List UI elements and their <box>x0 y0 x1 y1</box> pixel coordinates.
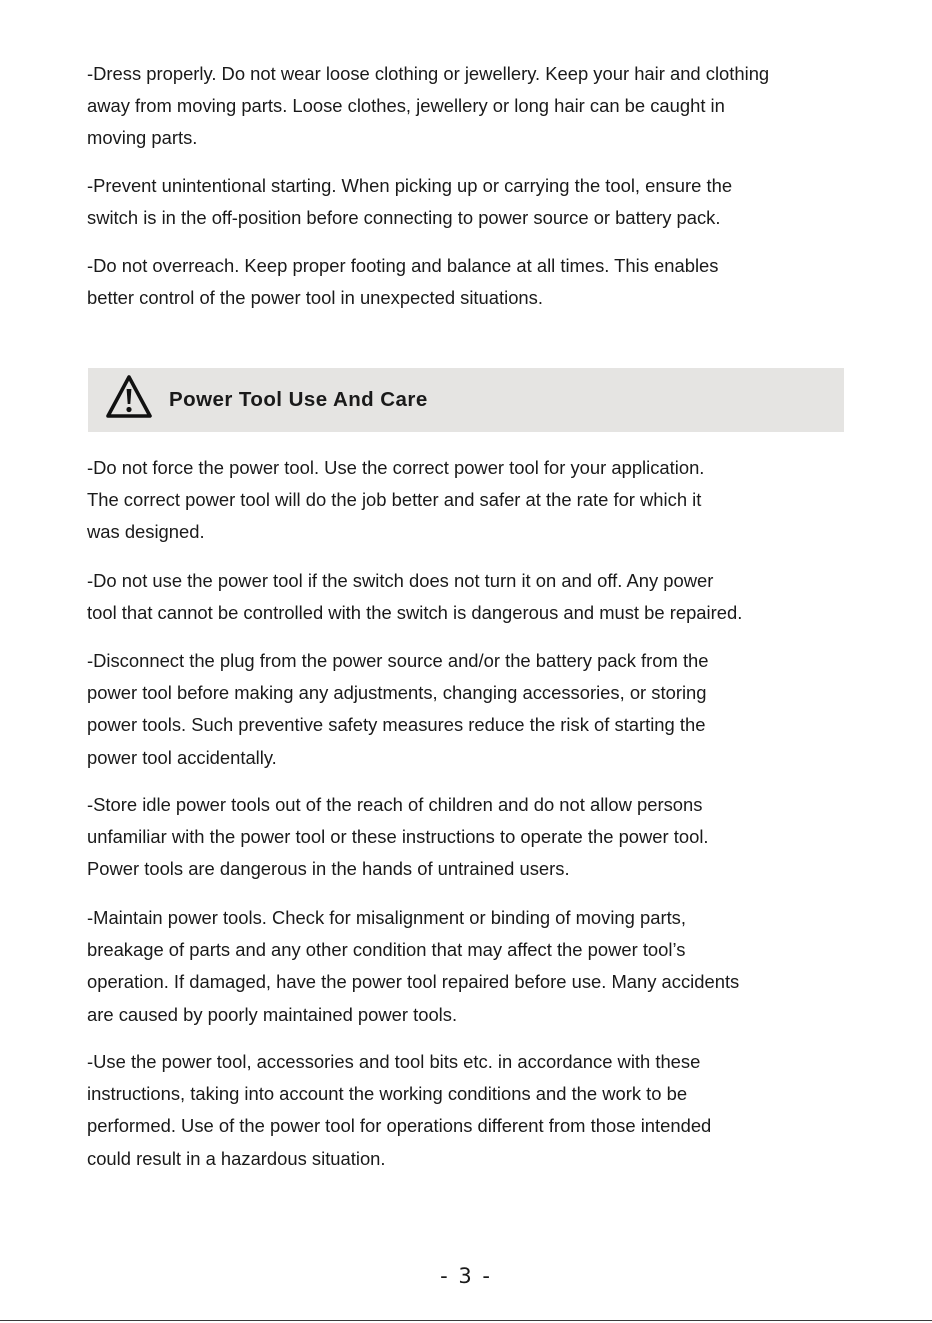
paragraph-switch <box>87 565 847 629</box>
text-line: unfamiliar with the power tool or these instructions to operate the power tool. <box>87 826 709 848</box>
text-line: moving parts. <box>87 127 198 149</box>
text-line: away from moving parts. Loose clothes, jewellery or long hair can be caught in <box>87 95 725 117</box>
text-line: -Do not use the power tool if the switch does not turn it on and off. Any power <box>87 570 714 591</box>
paragraph-dress-properly <box>87 58 847 155</box>
paragraph-do-not-force <box>87 452 847 549</box>
text-line: instructions, taking into account the working conditions and the work to be <box>87 1083 688 1105</box>
text-line: better control of the power tool in unexpected situations. <box>87 287 543 309</box>
section-header-banner <box>88 368 844 432</box>
text-line: was designed. <box>87 521 205 543</box>
text-line: -Use the power tool, accessories and tool bits etc. in accordance with these <box>87 1051 701 1072</box>
text-line: -Dress properly. Do not wear loose clothing or jewellery. Keep your hair and clothing <box>87 63 770 84</box>
text-line: could result in a hazardous situation. <box>87 1147 386 1169</box>
text-line: power tool accidentally. <box>87 746 277 768</box>
paragraph-do-not-overreach <box>87 250 847 314</box>
text-line: power tool before making any adjustments, changing accessories, or storing <box>87 682 707 704</box>
paragraph-store-idle <box>87 789 847 886</box>
text-line: operation. If damaged, have the power tool repaired before use. Many accidents <box>87 971 740 993</box>
text-line: switch is in the off-position before connecting to power source or battery pack. <box>87 207 721 229</box>
text-line: -Store idle power tools out of the reach of children and do not allow persons <box>87 794 703 815</box>
text-line: -Maintain power tools. Check for misalignment or binding of moving parts, <box>87 907 686 928</box>
text-line: -Do not overreach. Keep proper footing and balance at all times. This enables <box>87 255 719 276</box>
warning-triangle-icon <box>105 374 153 420</box>
paragraph-maintain <box>87 902 847 1031</box>
text-line: performed. Use of the power tool for operations different from those intended <box>87 1115 712 1137</box>
bottom-divider <box>0 1320 932 1321</box>
paragraph-use-accordance <box>87 1046 847 1175</box>
text-line: The correct power tool will do the job better and safer at the rate for which it <box>87 489 702 511</box>
text-line: -Disconnect the plug from the power source and/or the battery pack from the <box>87 650 709 671</box>
text-line: breakage of parts and any other condition that may affect the power tool’s <box>87 939 686 961</box>
paragraph-prevent-starting <box>87 170 847 234</box>
text-line: power tools. Such preventive safety measures reduce the risk of starting the <box>87 714 706 736</box>
paragraph-disconnect <box>87 645 847 774</box>
section-title: Power Tool Use And Care <box>169 388 428 411</box>
text-line: tool that cannot be controlled with the switch is dangerous and must be repaired. <box>87 602 743 624</box>
text-line: -Do not force the power tool. Use the correct power tool for your application. <box>87 457 705 478</box>
text-line: Power tools are dangerous in the hands of untrained users. <box>87 858 570 880</box>
text-line: are caused by poorly maintained power tools. <box>87 1003 458 1025</box>
text-line: -Prevent unintentional starting. When picking up or carrying the tool, ensure the <box>87 175 733 196</box>
page-number: - 3 - <box>440 1264 492 1288</box>
